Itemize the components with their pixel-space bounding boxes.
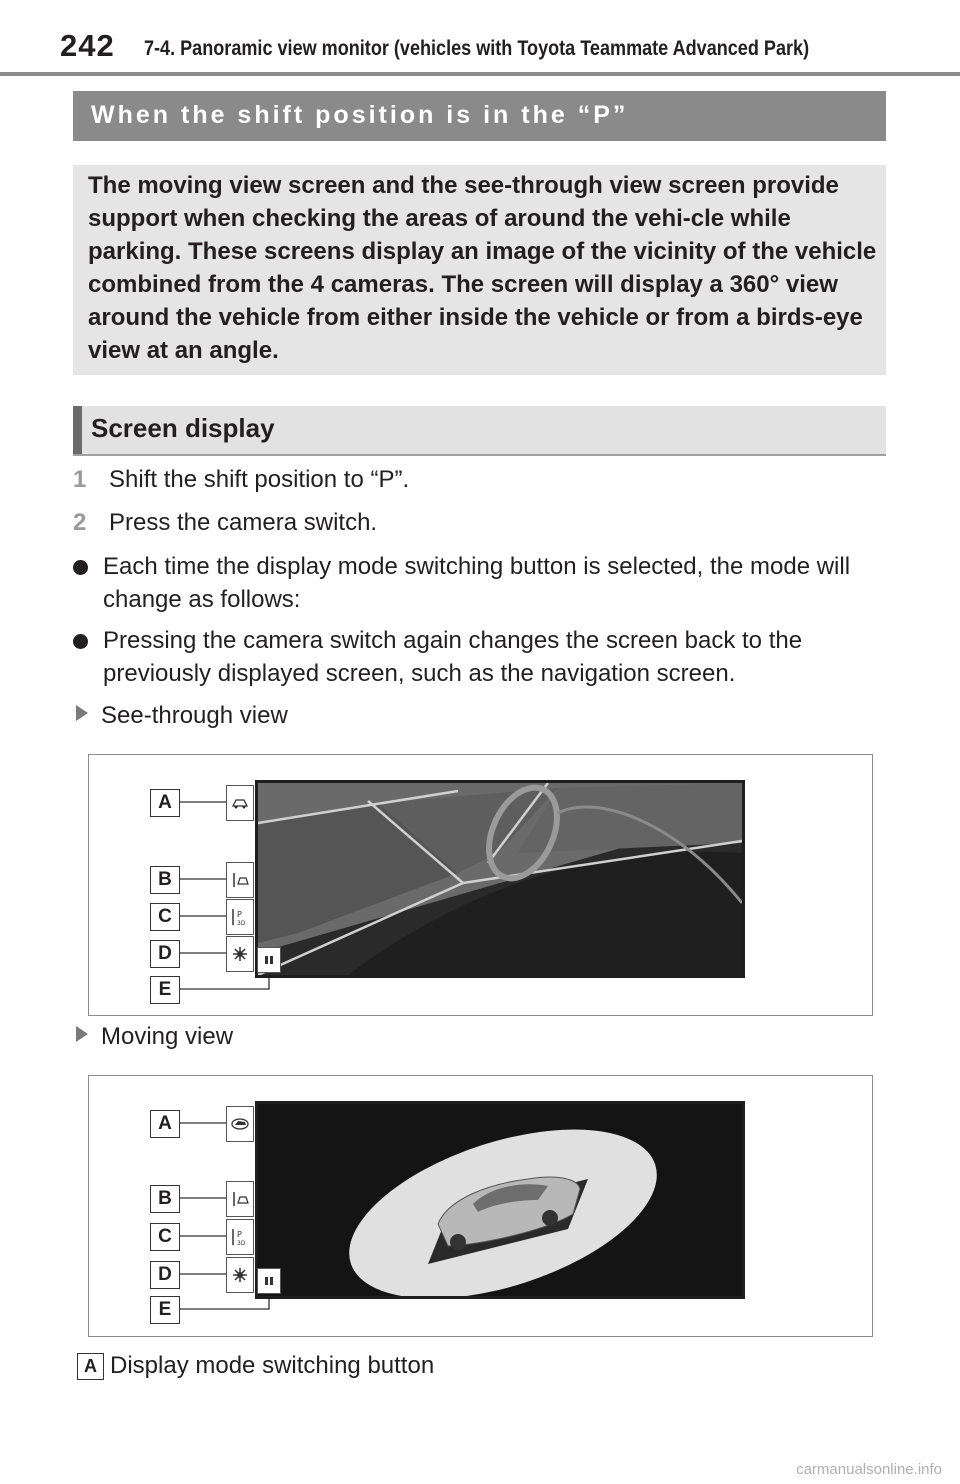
svg-text:P: P xyxy=(237,910,242,919)
camera-switch-icon xyxy=(231,1191,249,1207)
view-heading-moving xyxy=(76,1023,233,1051)
camera-screen xyxy=(255,1101,745,1299)
parking-3d-icon xyxy=(230,1228,250,1246)
header-divider xyxy=(0,72,960,76)
callout-label-a: A xyxy=(150,789,180,817)
step-1 xyxy=(73,466,409,494)
triangle-arrow-icon xyxy=(76,705,88,721)
callout-label-d: D xyxy=(150,940,180,968)
parking-3d-button[interactable] xyxy=(226,899,254,935)
legend-text: Display mode switching button xyxy=(110,1352,435,1379)
callout-label-e: E xyxy=(150,1296,180,1324)
moving-view-camera-image xyxy=(258,1104,742,1296)
callout-label-d: D xyxy=(150,1261,180,1289)
view-heading-see-through xyxy=(76,702,288,730)
bullet-text: Each time the display mode switching button is selected, the mode will change as follows: xyxy=(103,553,851,613)
callout-label-b: B xyxy=(150,866,180,894)
step-number: 1 xyxy=(73,466,87,493)
bullet-dot-icon xyxy=(73,634,88,649)
subheading-screen-display xyxy=(73,406,886,456)
pause-icon xyxy=(264,955,274,965)
callout-label-c: C xyxy=(150,1223,180,1251)
pause-button[interactable] xyxy=(257,947,281,973)
chapter-title: 7-4. Panoramic view monitor (vehicles with Toyota Teammate Advanced Park) xyxy=(144,37,810,60)
camera-switch-icon xyxy=(231,872,249,888)
svg-text:3D: 3D xyxy=(237,1240,246,1246)
step-text: Shift the shift position to “P”. xyxy=(109,466,410,493)
callout-label-b: B xyxy=(150,1185,180,1213)
intro-text: The moving view screen and the see-through view screen provide support when checking the areas of around the vehi-cle while parking. These screens display an image of the vicinity of the vehicle combined from the 4 cameras. The screen will display a 360° view around the vehicle from either inside the vehicle or from a birds-eye view at an angle. xyxy=(88,172,877,364)
subheading-text: Screen display xyxy=(91,413,275,443)
settings-button[interactable] xyxy=(226,936,254,972)
step-number: 2 xyxy=(73,509,87,536)
watermark: carmanualsonline.info xyxy=(796,1461,942,1478)
section-title: When the shift position is in the “P” xyxy=(91,101,629,129)
parking-3d-button[interactable] xyxy=(226,1219,254,1255)
step-text: Press the camera switch. xyxy=(109,509,378,536)
triangle-arrow-icon xyxy=(76,1026,88,1042)
parking-3d-icon xyxy=(230,908,250,926)
view-title: Moving view xyxy=(101,1023,234,1050)
camera-view-button[interactable] xyxy=(226,862,254,898)
section-title-bar xyxy=(73,91,886,141)
step-2 xyxy=(73,509,377,537)
car-birdseye-icon xyxy=(231,1117,249,1131)
callout-label-a: A xyxy=(150,1110,180,1138)
camera-screen xyxy=(255,780,745,978)
legend-item-a xyxy=(77,1352,434,1380)
page-number: 242 xyxy=(60,28,115,63)
pause-button[interactable] xyxy=(257,1268,281,1294)
gear-icon xyxy=(233,1268,247,1282)
svg-text:3D: 3D xyxy=(237,920,246,926)
page-header xyxy=(0,0,960,76)
bullet-text: Pressing the camera switch again changes the screen back to the previously displayed screen, such as the navigation screen. xyxy=(103,627,803,687)
see-through-view-figure xyxy=(88,754,873,1016)
bullet-dot-icon xyxy=(73,560,88,575)
moving-view-figure xyxy=(88,1075,873,1337)
intro-box xyxy=(73,165,886,375)
svg-text:P: P xyxy=(237,1230,242,1239)
callout-label-e: E xyxy=(150,976,180,1004)
settings-button[interactable] xyxy=(226,1257,254,1293)
see-through-camera-image xyxy=(258,783,742,975)
view-title: See-through view xyxy=(101,702,288,729)
camera-view-button[interactable] xyxy=(226,1181,254,1217)
pause-icon xyxy=(264,1276,274,1286)
callout-label-c: C xyxy=(150,903,180,931)
display-mode-switch-button[interactable] xyxy=(226,785,254,821)
car-view-icon xyxy=(231,796,249,810)
legend-label: A xyxy=(77,1353,104,1380)
gear-icon xyxy=(233,947,247,961)
display-mode-switch-button[interactable] xyxy=(226,1106,254,1142)
